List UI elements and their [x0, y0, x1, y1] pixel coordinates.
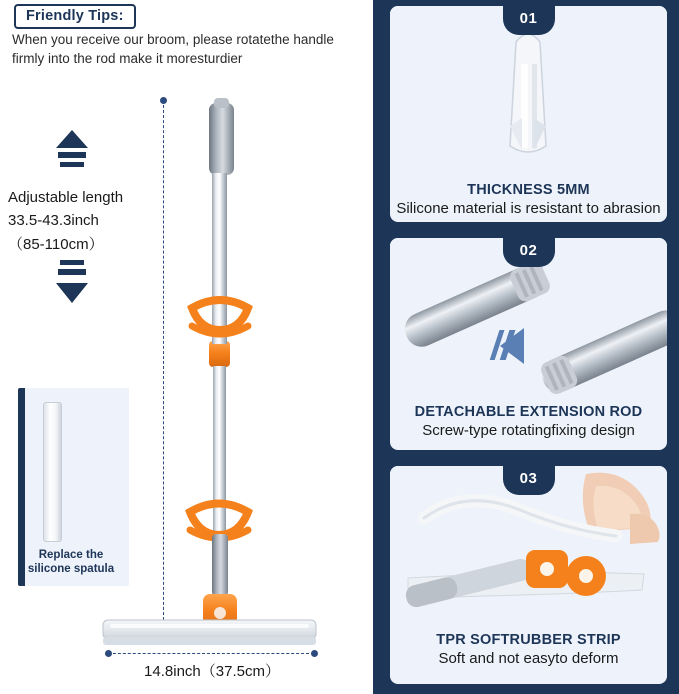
adjustable-length-line1: Adjustable length — [8, 189, 124, 206]
replace-spatula-line2: silicone spatula — [27, 563, 115, 576]
feature-card-01 — [390, 6, 667, 222]
card-subtitle-03: Soft and not easyto deform — [438, 650, 619, 667]
replace-spatula-line1: Replace the — [38, 549, 104, 561]
card-title-02: DETACHABLE EXTENSION ROD — [414, 404, 643, 420]
adjustable-length-line2: 33.5-43.3inch — [8, 212, 99, 230]
card-title-01: THICKNESS 5MM — [467, 182, 590, 198]
card-number-01: 01 — [503, 6, 555, 35]
card-subtitle-01: Silicone material is resistant to abrasion — [396, 200, 661, 217]
friendly-tips-text: When you receive our broom, please rotatethe handle firmly into the rod make it moresturdier — [12, 32, 334, 67]
adjustable-length-line3: （85-110cm） — [8, 235, 104, 253]
right-panel — [372, 0, 679, 694]
card-subtitle-02: Screw-type rotatingfixing design — [422, 422, 635, 439]
card-number-02: 02 — [503, 238, 555, 267]
card-number-03: 03 — [503, 466, 555, 495]
panel-divider — [371, 0, 373, 694]
feature-card-03 — [390, 466, 667, 684]
friendly-tips-badge: Friendly Tips: — [14, 4, 136, 29]
feature-card-02 — [390, 238, 667, 450]
width-measure-label: 14.8inch（37.5cm） — [144, 663, 280, 680]
card-title-03: TPR SOFTRUBBER STRIP — [436, 632, 621, 648]
